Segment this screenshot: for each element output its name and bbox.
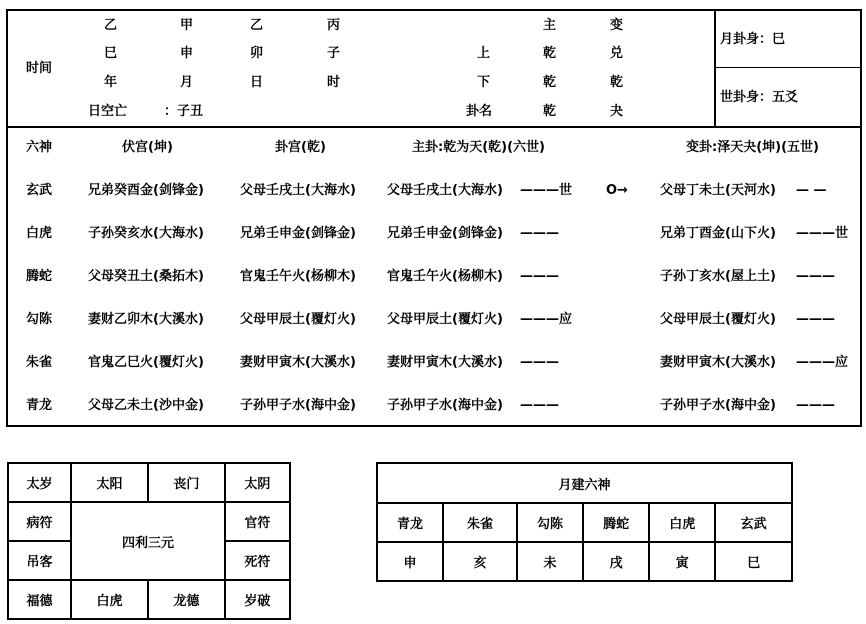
month-god: 腾蛇 xyxy=(583,503,649,542)
main-line-mark: ———世 xyxy=(520,183,573,198)
star-taiyin: 太阴 xyxy=(225,463,290,502)
change-line-mark: — — xyxy=(796,183,827,198)
gong-line: 妻财甲寅木(大溪水) xyxy=(240,355,356,370)
pillar-month-branch: 申 xyxy=(180,46,194,61)
pillar-day-branch: 卯 xyxy=(250,46,264,61)
gong-line: 父母甲辰土(覆灯火) xyxy=(240,312,356,327)
main-line: 官鬼壬午火(杨柳木) xyxy=(387,269,503,284)
star-sangmen: 丧门 xyxy=(148,463,225,502)
fu-line: 父母乙未土(沙中金) xyxy=(88,398,204,413)
change-line: 兄弟丁酉金(山下火) xyxy=(660,226,776,241)
col-header-main-gua: 主卦:乾为天(乾)(六世) xyxy=(412,140,545,155)
main-line-mark: ——— xyxy=(520,398,559,413)
change-line: 妻财甲寅木(大溪水) xyxy=(660,355,776,370)
change-line-mark: ———世 xyxy=(796,226,849,241)
change-line-mark: ———应 xyxy=(796,355,849,370)
month-branch: 申 xyxy=(377,542,443,581)
change-line-mark: ——— xyxy=(796,269,835,284)
header-divider xyxy=(714,10,716,127)
six-god: 腾蛇 xyxy=(26,269,53,284)
gua-row-label: 下 xyxy=(477,75,491,90)
main-line-mark: ——— xyxy=(520,226,559,241)
fu-line: 子孙癸亥水(大海水) xyxy=(88,226,204,241)
change-line: 子孙甲子水(海中金) xyxy=(660,398,776,413)
fu-line: 父母癸丑土(桑拓木) xyxy=(88,269,204,284)
month-gua-body: 月卦身：巳 xyxy=(720,32,786,47)
kong-value: ：子丑 xyxy=(164,104,204,119)
gua-row-main: 乾 xyxy=(543,75,557,90)
pillar-year-branch: 巳 xyxy=(104,46,118,61)
gua-col-main: 主 xyxy=(543,18,557,33)
gong-line: 父母壬戌土(大海水) xyxy=(240,183,356,198)
fu-line: 兄弟癸酉金(剑锋金) xyxy=(88,183,204,198)
gua-row-label: 上 xyxy=(477,46,491,61)
star-baihu: 白虎 xyxy=(71,580,148,619)
six-god: 玄武 xyxy=(26,183,53,198)
fu-line: 官鬼乙巳火(覆灯火) xyxy=(88,355,204,370)
month-god: 青龙 xyxy=(377,503,443,542)
moving-line-mark: O→ xyxy=(606,183,628,198)
body-divider xyxy=(715,67,861,68)
six-god: 朱雀 xyxy=(26,355,53,370)
col-header-gua-gong: 卦宫(乾) xyxy=(275,140,326,155)
pillar-hour-branch: 子 xyxy=(327,46,341,61)
six-god: 勾陈 xyxy=(26,312,53,327)
col-header-change-gua: 变卦:泽天夬(坤)(五世) xyxy=(686,140,819,155)
header-panel xyxy=(6,9,862,128)
month-gods-title: 月建六神 xyxy=(377,463,792,503)
star-taiyang: 太阳 xyxy=(71,463,148,502)
star-sifu: 死符 xyxy=(225,541,290,580)
gong-line: 子孙甲子水(海中金) xyxy=(240,398,356,413)
col-header-six-gods: 六神 xyxy=(26,140,53,155)
star-longde: 龙德 xyxy=(148,580,225,619)
star-diaoke: 吊客 xyxy=(8,541,71,580)
stars-grid xyxy=(7,462,291,620)
pillar-month-label: 月 xyxy=(180,75,194,90)
pillar-hour-stem: 丙 xyxy=(327,18,341,33)
pillar-day-stem: 乙 xyxy=(250,18,264,33)
world-gua-body: 世卦身：五爻 xyxy=(720,90,799,105)
main-line-mark: ——— xyxy=(520,269,559,284)
main-line: 父母壬戌土(大海水) xyxy=(387,183,503,198)
star-fude: 福德 xyxy=(8,580,71,619)
six-god: 青龙 xyxy=(26,398,53,413)
gong-line: 官鬼壬午火(杨柳木) xyxy=(240,269,356,284)
star-taisui: 太岁 xyxy=(8,463,71,502)
gua-row-main: 乾 xyxy=(543,104,557,119)
star-guanfu: 官符 xyxy=(225,502,290,541)
change-line-mark: ——— xyxy=(796,398,835,413)
gua-row-change: 兑 xyxy=(610,46,624,61)
time-label: 时间 xyxy=(26,61,53,76)
star-bingfu: 病符 xyxy=(8,502,71,541)
pillar-day-label: 日 xyxy=(250,75,264,90)
gua-row-label: 卦名 xyxy=(466,104,493,119)
change-line: 父母甲辰土(覆灯火) xyxy=(660,312,776,327)
month-branch: 寅 xyxy=(649,542,715,581)
month-branch: 亥 xyxy=(443,542,517,581)
month-god: 玄武 xyxy=(715,503,792,542)
six-god: 白虎 xyxy=(26,226,53,241)
month-god: 朱雀 xyxy=(443,503,517,542)
pillar-year-label: 年 xyxy=(104,75,118,90)
pillar-year-stem: 乙 xyxy=(104,18,118,33)
fu-line: 妻财乙卯木(大溪水) xyxy=(88,312,204,327)
gua-row-change: 夬 xyxy=(610,104,624,119)
change-line-mark: ——— xyxy=(796,312,835,327)
month-branch: 戌 xyxy=(583,542,649,581)
gong-line: 兄弟壬申金(剑锋金) xyxy=(240,226,356,241)
main-line-mark: ———应 xyxy=(520,312,573,327)
month-branch: 巳 xyxy=(715,542,792,581)
star-suipo: 岁破 xyxy=(225,580,290,619)
gua-col-change: 变 xyxy=(610,18,624,33)
col-header-fu-gong: 伏宫(坤) xyxy=(122,140,173,155)
kong-label: 日空亡 xyxy=(88,104,128,119)
change-line: 子孙丁亥水(屋上土) xyxy=(660,269,776,284)
month-god: 白虎 xyxy=(649,503,715,542)
month-branch: 未 xyxy=(517,542,583,581)
gua-row-change: 乾 xyxy=(610,75,624,90)
main-line: 子孙甲子水(海中金) xyxy=(387,398,503,413)
main-line: 父母甲辰土(覆灯火) xyxy=(387,312,503,327)
main-line: 兄弟壬申金(剑锋金) xyxy=(387,226,503,241)
month-god: 勾陈 xyxy=(517,503,583,542)
pillar-month-stem: 甲 xyxy=(180,18,194,33)
pillar-hour-label: 时 xyxy=(327,75,341,90)
month-gods-table xyxy=(376,462,793,582)
main-line: 妻财甲寅木(大溪水) xyxy=(387,355,503,370)
gua-row-main: 乾 xyxy=(543,46,557,61)
star-center: 四利三元 xyxy=(71,502,225,580)
change-line: 父母丁未土(天河水) xyxy=(660,183,776,198)
main-line-mark: ——— xyxy=(520,355,559,370)
